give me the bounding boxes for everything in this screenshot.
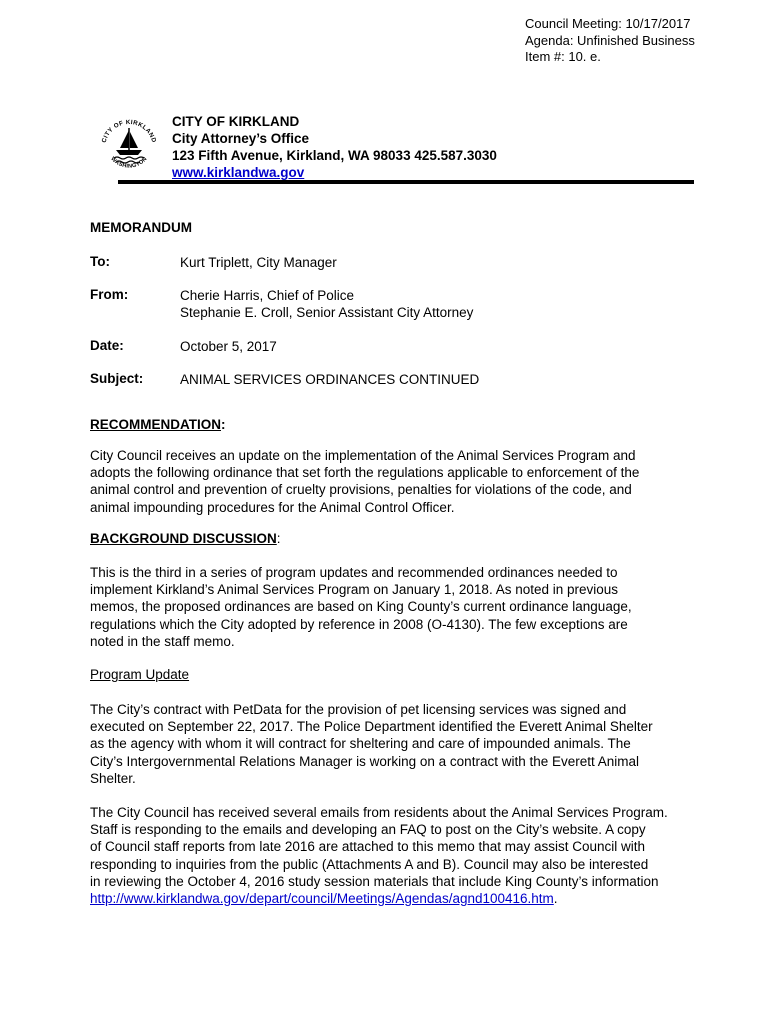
from-value — [180, 287, 473, 321]
from-label: From: — [90, 287, 129, 302]
from-line-1: Cherie Harris, Chief of Police — [180, 288, 355, 303]
website-link[interactable]: www.kirklandwa.gov — [172, 165, 305, 180]
recommendation-paragraph: City Council receives an update on the implementation of the Animal Services Program and adopts the following ordinance that set forth the regulations applicable to enforcement of the animal control and prevention of cruelty provisions, penalties for violations of the code, and animal impounding procedures for the Animal Control Officer. — [90, 448, 640, 515]
recommendation-heading: RECOMMENDATION: — [90, 417, 226, 432]
agenda-item: Item #: 10. e. — [525, 49, 601, 64]
date-label: Date: — [90, 338, 124, 353]
to-value: Kurt Triplett, City Manager — [180, 255, 337, 270]
subject-value: ANIMAL SERVICES ORDINANCES CONTINUED — [180, 372, 480, 387]
meeting-info — [525, 16, 695, 66]
meeting-date: Council Meeting: 10/17/2017 — [525, 16, 691, 31]
background-heading: BACKGROUND DISCUSSION: — [90, 531, 281, 546]
program-update-paragraph-2: The City Council has received several emails from residents about the Animal Services Program. Staff is responding to the emails and developing an FAQ to post on the City’s website. A copy of Council staff reports from late 2016 are attached to this memo that may assist Council with responding to inquiries from the public (Attachments A and B). Council may also be interested in reviewing the October 4, 2016 study session materials that include King County’s information http://www.kirklandwa.gov/depart/council/Meetings/Agendas/agnd100416.htm. — [90, 805, 668, 907]
agenda-section: Agenda: Unfinished Business — [525, 32, 695, 48]
to-label: To: — [90, 254, 110, 269]
svg-text:CITY OF KIRKLAND: CITY OF KIRKLAND — [100, 118, 158, 144]
city-seal-logo — [96, 112, 162, 178]
header-rule — [118, 180, 694, 184]
subject-label: Subject: — [90, 371, 144, 386]
svg-text:WASHINGTON: WASHINGTON — [109, 156, 149, 170]
program-update-heading: Program Update — [90, 667, 190, 682]
letterhead — [172, 113, 497, 181]
office-name: City Attorney’s Office — [172, 131, 310, 146]
background-paragraph: This is the third in a series of program updates and recommended ordinances needed to implement Kirkland’s Animal Services Program on January 1, 2018. As noted in previous memos, the proposed ordinances are based on King County’s current ordinance language, regulations which the City adopted by reference in 2008 (O-4130). The few exceptions are noted in the staff memo. — [90, 565, 632, 649]
date-value: October 5, 2017 — [180, 339, 277, 354]
from-line-2: Stephanie E. Croll, Senior Assistant City Attorney — [180, 305, 474, 320]
memo-title: MEMORANDUM — [90, 220, 192, 235]
agenda-link[interactable]: http://www.kirklandwa.gov/depart/council/Meetings/Agendas/agnd100416.htm — [90, 891, 554, 907]
program-update-paragraph-1: The City’s contract with PetData for the provision of pet licensing services was signed and executed on September 22, 2017. The Police Department identified the Everett Animal Shelter as the agency with whom it will contract for sheltering and care of impounded animals. The City’s Intergovernmental Relations Manager is working on a contract with the Everett Animal Shelter. — [90, 702, 653, 786]
office-address: 123 Fifth Avenue, Kirkland, WA 98033 425.587.3030 — [172, 148, 497, 163]
org-name: CITY OF KIRKLAND — [172, 114, 300, 129]
